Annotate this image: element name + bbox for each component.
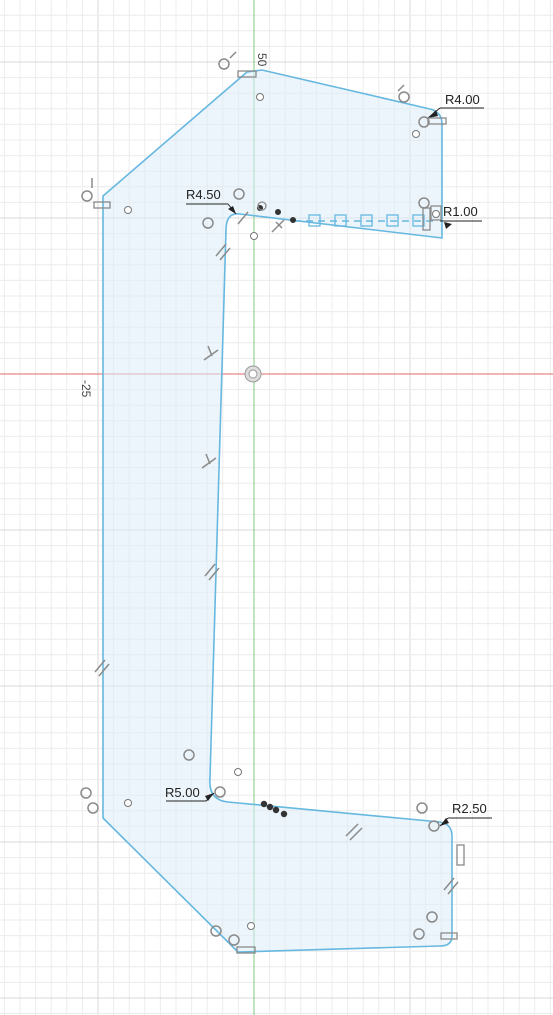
- axis-label-left: -25: [79, 380, 93, 398]
- dimension-label: R2.50: [452, 801, 487, 816]
- dimension-label: R1.00: [443, 204, 478, 219]
- axis-label-top: 50: [255, 53, 269, 67]
- dimension-label: R4.50: [186, 187, 221, 202]
- dimension-label: R4.00: [445, 92, 480, 107]
- origin-point[interactable]: [245, 366, 261, 382]
- dimension-label: R5.00: [165, 785, 200, 800]
